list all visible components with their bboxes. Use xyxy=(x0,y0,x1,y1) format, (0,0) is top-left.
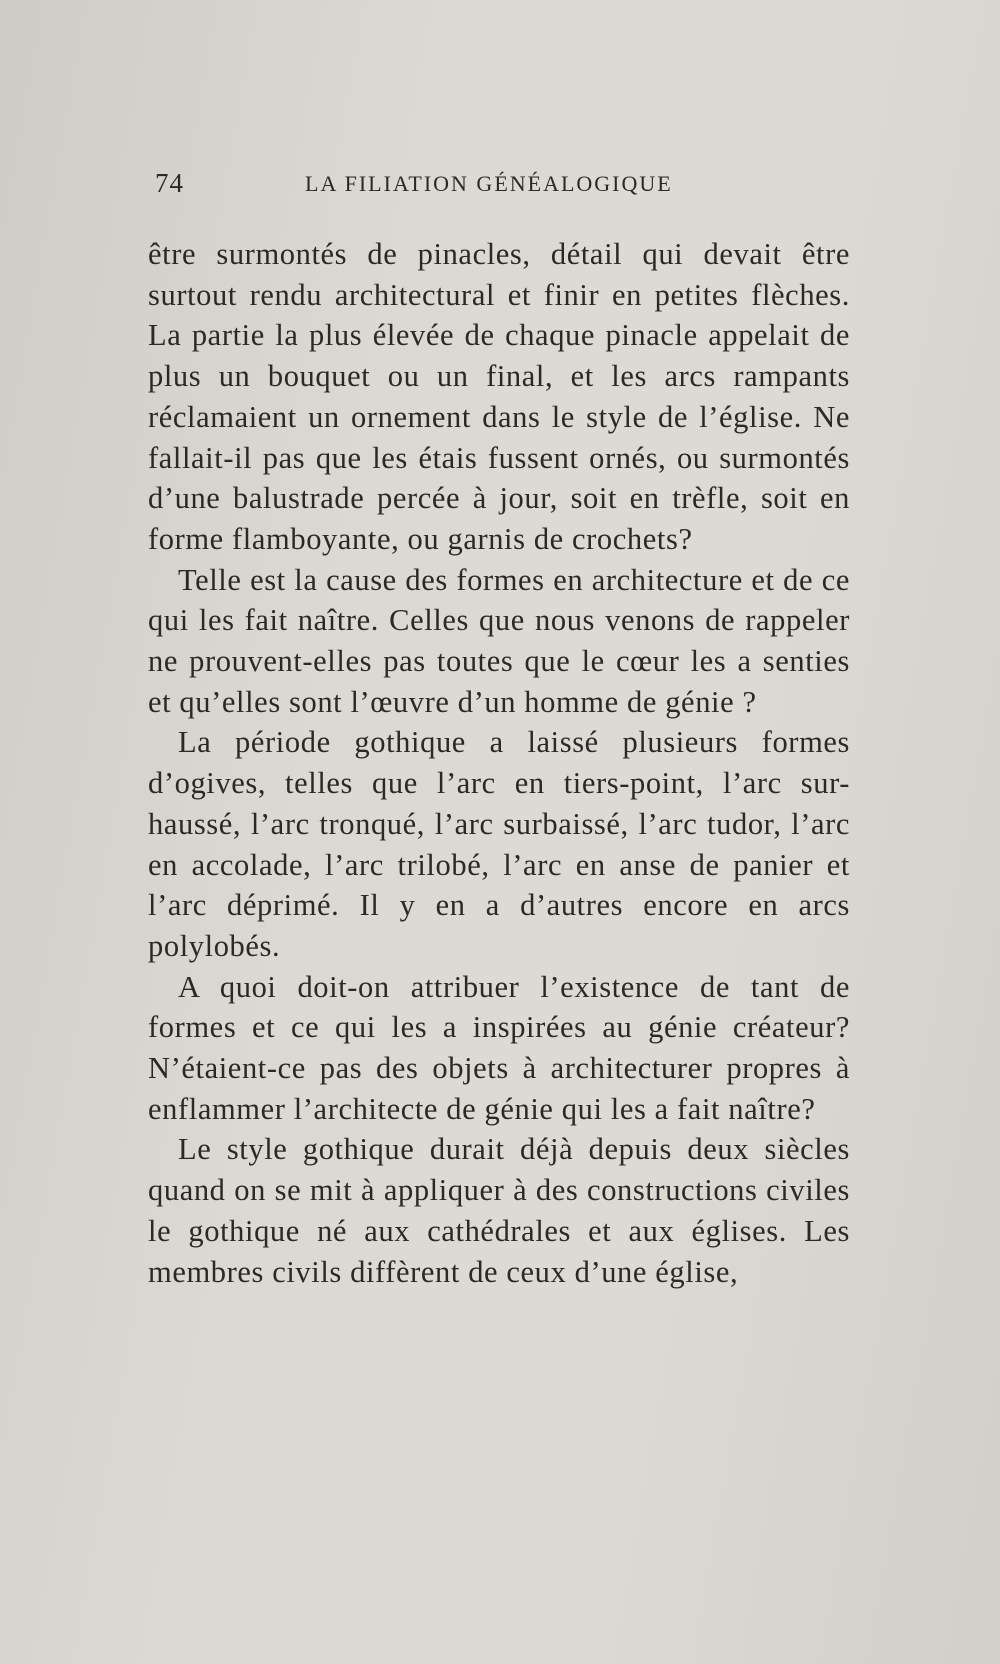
paragraph: La période gothique a laissé plusieurs formes d’ogives, telles que l’arc en tiers-point, l’arc sur-haussé, l’arc tronqué, l’arc surbaissé, l’arc tudor, l’arc en accolade, l’arc trilobé, l’arc en anse de panier et l’arc déprimé. Il y en a d’autres encore en arcs polylobés. xyxy=(148,725,850,963)
page-number: 74 xyxy=(155,168,184,198)
running-title: LA FILIATION GÉNÉALOGIQUE xyxy=(305,171,673,196)
paragraph: A quoi doit-on attribuer l’existence de tant de formes et ce qui les a inspirées au génie créateur? N’étaient-ce pas des objets à architecturer propres à enflammer l’architecte de génie qui les a fait naître? xyxy=(148,969,850,1126)
paragraph: être surmontés de pinacles, détail qui devait être surtout rendu architectural et finir en petites flèches. La partie la plus élevée de chaque pinacle appelait de plus un bouquet ou un final, et les arcs rampants réclamaient un ornement dans le style de l’église. Ne fallait-il pas que les étais fussent ornés, ou surmontés d’une balustrade percée à jour, soit en trèfle, soit en forme flamboyante, ou garnis de crochets? xyxy=(148,237,850,556)
paragraph: Le style gothique durait déjà depuis deux siècles quand on se mit à appliquer à des constructions civiles le gothique né aux cathédrales et aux églises. Les membres civils diffèrent de ceux d’une église, xyxy=(148,1132,850,1289)
paragraph: Telle est la cause des formes en architecture et de ce qui les fait naître. Celles que nous venons de rappeler ne prouvent-elles pas toutes que le cœur les a senties et qu’elles sont l’œuvre d’un homme de génie ? xyxy=(148,562,850,719)
body-text xyxy=(148,234,850,1292)
running-head xyxy=(155,168,710,208)
